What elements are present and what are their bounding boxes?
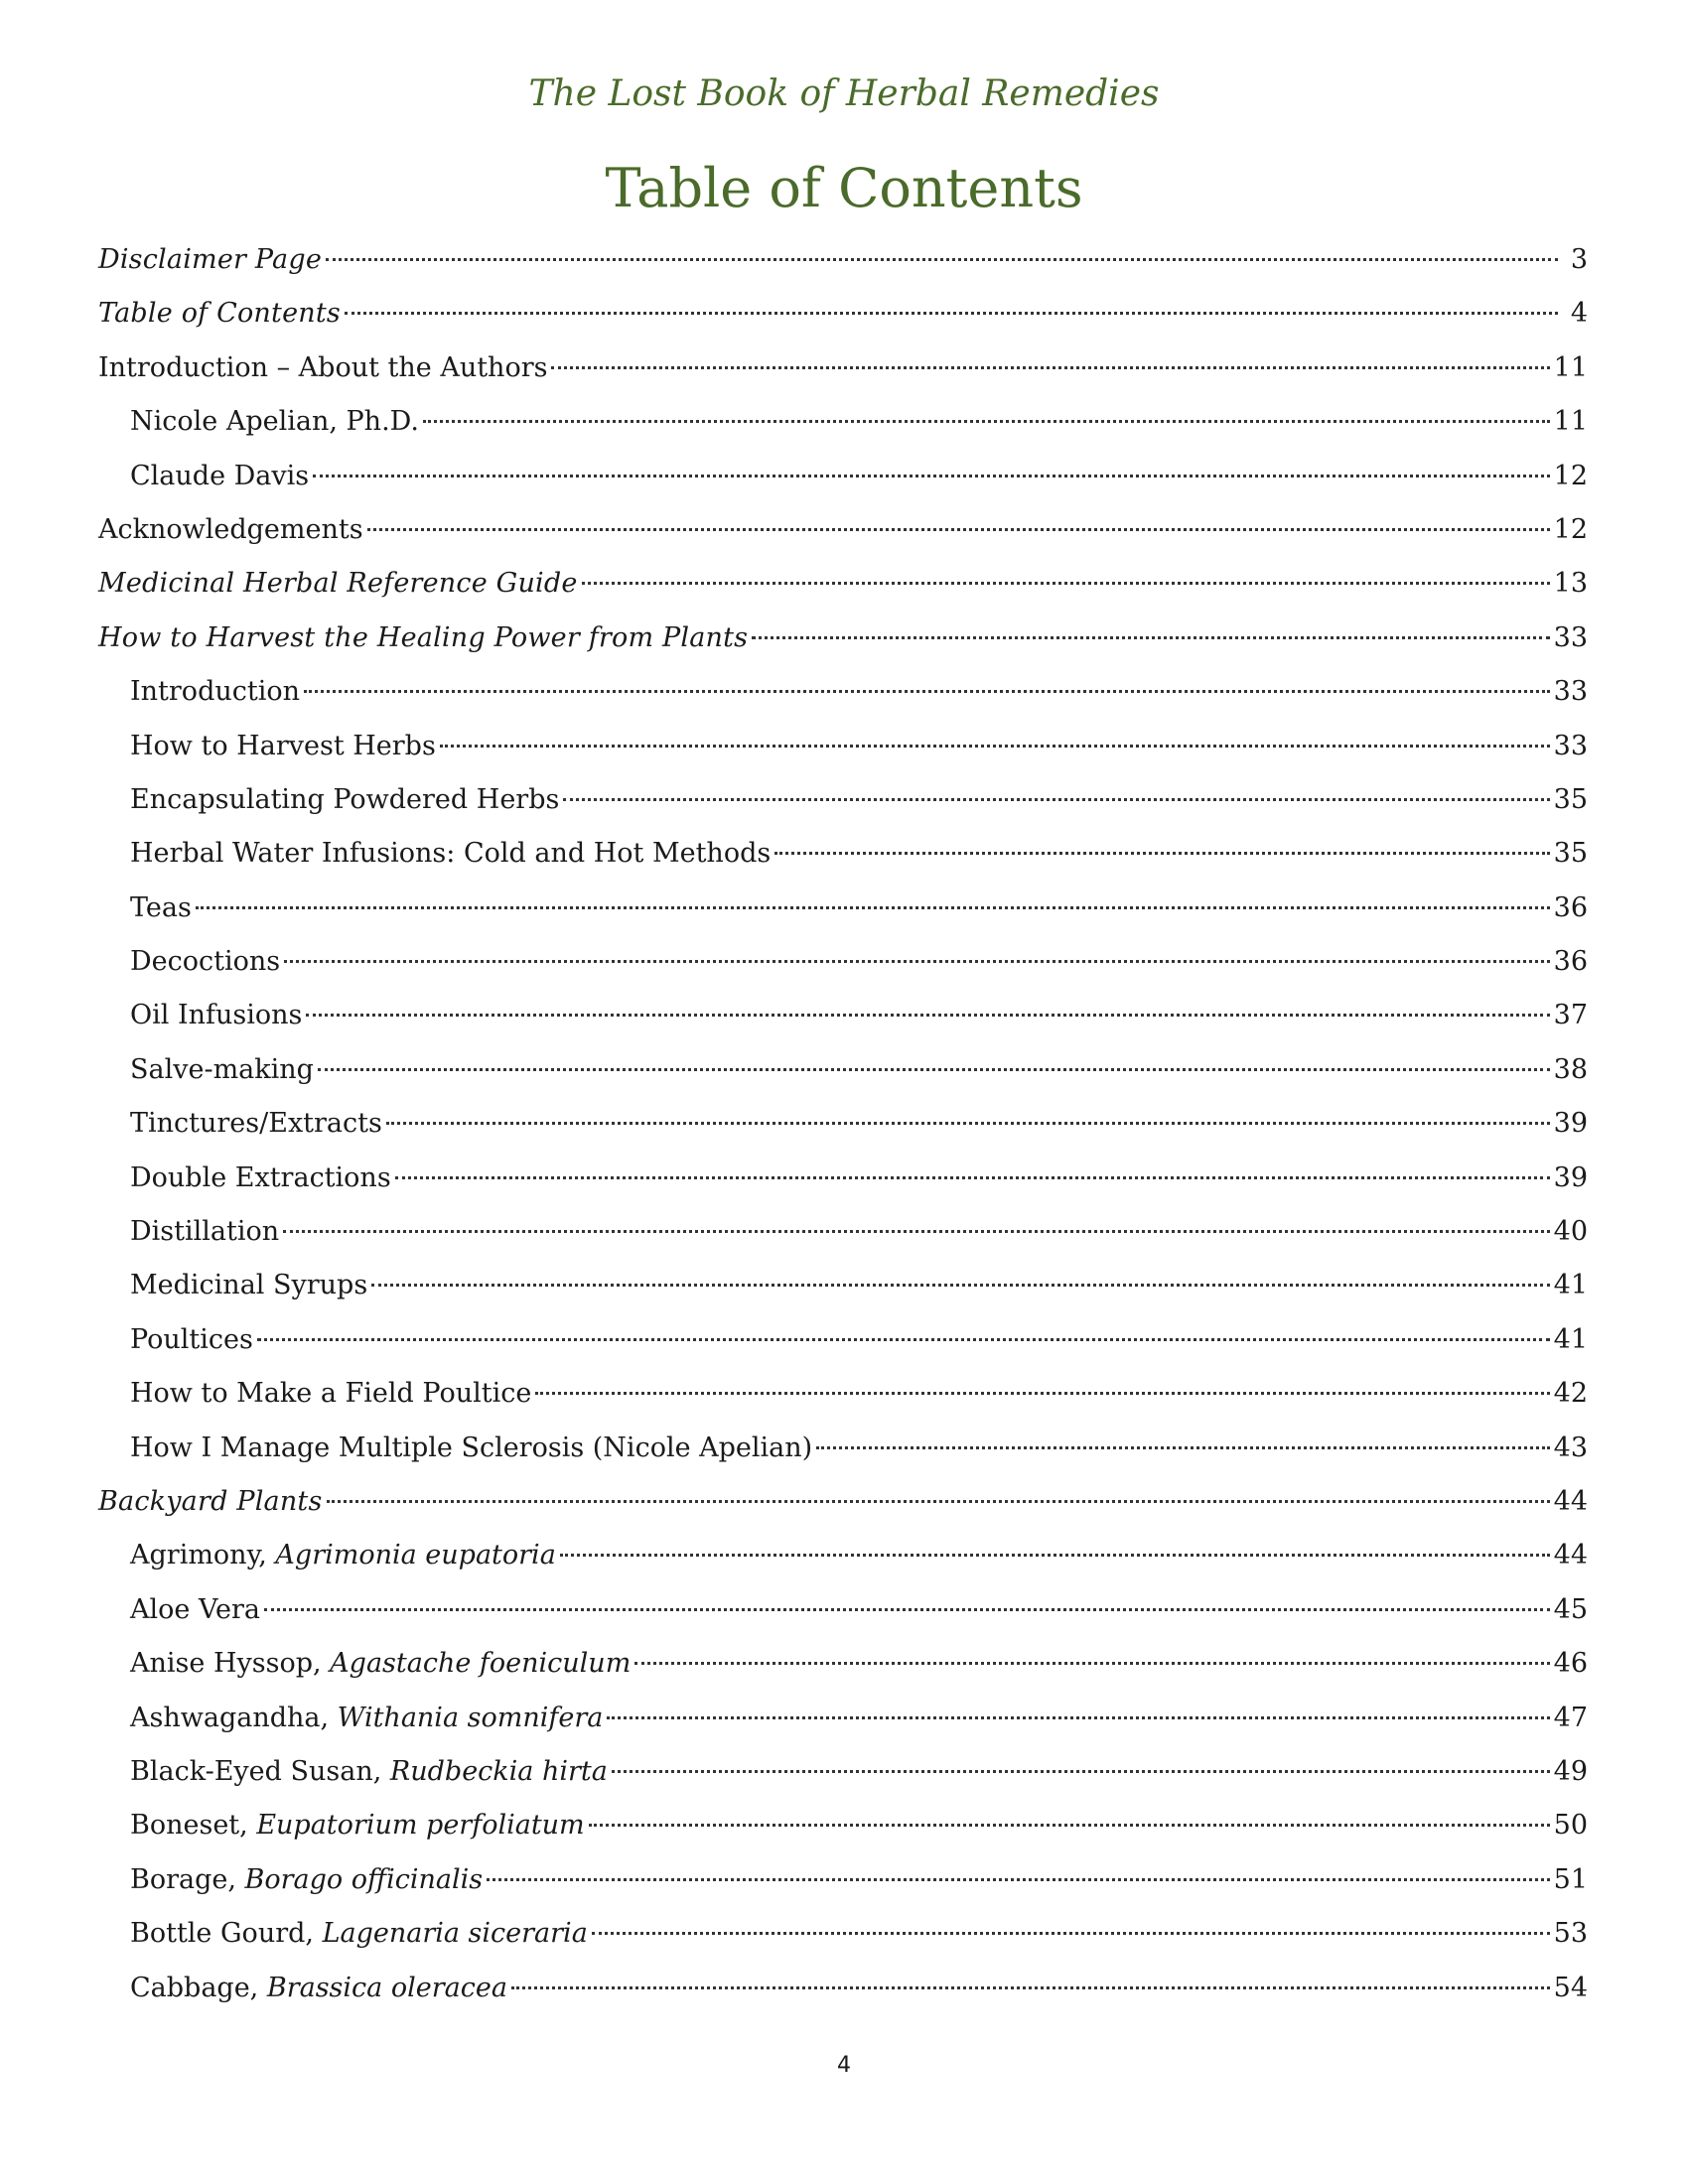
dot-leader: [563, 798, 1549, 801]
dot-leader: [774, 852, 1549, 855]
dot-leader: [551, 366, 1549, 369]
toc-entry-page: 4: [1570, 298, 1588, 330]
toc-entry-title: Boneset,: [130, 1810, 257, 1842]
toc-entry-title: Ashwagandha,: [130, 1702, 338, 1733]
toc-entry-page: 37: [1553, 1000, 1588, 1031]
toc-entry-label: [130, 1529, 556, 1582]
toc-entry-scientific-name: Eupatorium perfoliatum: [256, 1810, 585, 1842]
toc-entry-label: [130, 773, 559, 827]
toc-entry-label: [130, 1799, 585, 1852]
toc-entry-page: 54: [1553, 1972, 1588, 2003]
toc-entry[interactable]: [98, 1313, 1588, 1367]
toc-entry-label: [130, 1097, 382, 1151]
toc-entry[interactable]: [98, 1043, 1588, 1097]
toc-entry-page: 3: [1570, 244, 1588, 275]
dot-leader: [284, 960, 1550, 963]
toc-entry-page: 11: [1553, 406, 1588, 438]
dot-leader: [196, 906, 1550, 909]
toc-entry-scientific-name: Brassica oleracea: [266, 1972, 507, 2003]
dot-leader: [318, 1068, 1550, 1071]
dot-leader: [816, 1446, 1549, 1449]
toc-entry-title: Teas: [130, 891, 192, 923]
toc-entry[interactable]: [98, 1637, 1588, 1691]
dot-leader: [592, 1932, 1550, 1935]
toc-entry[interactable]: [98, 1475, 1588, 1529]
dot-leader: [304, 690, 1550, 693]
toc-entry-page: 46: [1553, 1648, 1588, 1680]
toc-entry-scientific-name: Agastache foeniculum: [330, 1648, 632, 1680]
toc-entry-title: Medicinal Syrups: [130, 1270, 368, 1301]
toc-entry-title: Nicole Apelian, Ph.D.: [130, 406, 419, 438]
toc-entry-label: [130, 1422, 812, 1475]
toc-entry-page: 40: [1553, 1216, 1588, 1248]
toc-entry-label: [130, 1152, 391, 1205]
toc-entry-label: [98, 612, 748, 665]
dot-leader: [345, 312, 1558, 315]
toc-entry-title: Cabbage,: [130, 1972, 267, 2003]
toc-entry-page: 45: [1553, 1593, 1588, 1625]
dot-leader: [327, 1500, 1550, 1503]
toc-entry-title: Table of Contents: [98, 298, 341, 330]
toc-entry-scientific-name: Withania somnifera: [337, 1702, 604, 1733]
toc-entry-label: [98, 233, 322, 287]
toc-entry-page: 38: [1553, 1053, 1588, 1085]
toc-entry[interactable]: [98, 1367, 1588, 1421]
toc-entry-page: 41: [1553, 1270, 1588, 1301]
toc-entry-title: Agrimony,: [130, 1540, 276, 1571]
toc-entry-scientific-name: Rudbeckia hirta: [389, 1755, 608, 1787]
toc-entry-page: 42: [1553, 1378, 1588, 1410]
toc-entry[interactable]: [98, 233, 1588, 287]
toc-entry-title: Acknowledgements: [98, 513, 363, 545]
toc-entry-label: [130, 1367, 531, 1421]
toc-entry-page: 35: [1553, 838, 1588, 870]
toc-entry-label: [130, 1907, 588, 1961]
toc-entry-page: 12: [1553, 513, 1588, 545]
toc-entry-title: Medicinal Herbal Reference Guide: [98, 568, 578, 600]
toc-entry-label: [130, 450, 309, 503]
dot-leader: [582, 582, 1550, 585]
toc-entry[interactable]: [98, 612, 1588, 665]
toc-entry-title: Encapsulating Powdered Herbs: [130, 783, 560, 815]
toc-entry-title: Anise Hyssop,: [130, 1648, 331, 1680]
toc-entry-title: How to Make a Field Poultice: [130, 1378, 532, 1410]
toc-entry-page: 33: [1553, 676, 1588, 708]
toc-entry-page: 44: [1553, 1485, 1588, 1517]
toc-entry[interactable]: [98, 395, 1588, 449]
dot-leader: [423, 420, 1550, 423]
page-title: Table of Contents: [605, 157, 1083, 219]
toc-entry-page: 39: [1553, 1161, 1588, 1193]
dot-leader: [440, 745, 1550, 748]
toc-entry-page: 49: [1553, 1755, 1588, 1787]
toc-entry[interactable]: [98, 341, 1588, 395]
toc-entry[interactable]: [98, 720, 1588, 773]
toc-entry-label: [130, 1583, 260, 1637]
toc-entry[interactable]: [98, 503, 1588, 557]
toc-entry-title: Decoctions: [130, 946, 281, 978]
dot-leader: [313, 475, 1550, 478]
dot-leader: [306, 1014, 1549, 1017]
dot-leader: [752, 636, 1549, 639]
dot-leader: [560, 1554, 1550, 1557]
toc-entry-page: 51: [1553, 1863, 1588, 1895]
toc-entry-label: [130, 989, 302, 1042]
dot-leader: [371, 1284, 1549, 1287]
toc-entry-label: [130, 1637, 631, 1691]
toc-entry-title: Disclaimer Page: [98, 244, 323, 275]
toc-entry-title: Borage,: [130, 1863, 245, 1895]
toc-entry[interactable]: [98, 935, 1588, 989]
toc-entry[interactable]: [98, 827, 1588, 881]
toc-entry-label: [130, 1313, 253, 1367]
running-header: The Lost Book of Herbal Remedies: [528, 73, 1160, 114]
toc-entry-label: [130, 1692, 603, 1745]
toc-entry-title: Bottle Gourd,: [130, 1918, 323, 1950]
toc-entry-label: [130, 882, 192, 935]
dot-leader: [367, 528, 1550, 531]
toc-entry[interactable]: [98, 1692, 1588, 1745]
toc-entry-label: [130, 1962, 507, 2015]
toc-entry-label: [130, 665, 300, 719]
toc-entry[interactable]: [98, 773, 1588, 827]
toc-entry-page: 33: [1553, 621, 1588, 653]
toc-entry-label: [130, 1259, 367, 1312]
toc-entry[interactable]: [98, 1259, 1588, 1312]
toc-entry[interactable]: [98, 1853, 1588, 1907]
toc-entry[interactable]: [98, 989, 1588, 1042]
toc-entry[interactable]: [98, 1205, 1588, 1259]
dot-leader: [395, 1176, 1550, 1179]
toc-entry-title: Backyard Plants: [98, 1485, 323, 1517]
toc-entry-label: [130, 1853, 483, 1907]
toc-entry-title: Oil Infusions: [130, 1000, 303, 1031]
toc-entry-scientific-name: Agrimonia eupatoria: [275, 1540, 556, 1571]
toc-entry-title: How I Manage Multiple Sclerosis (Nicole Apelian): [130, 1432, 813, 1463]
dot-leader: [511, 1986, 1550, 1989]
toc-entry-label: [98, 287, 341, 341]
toc-entry-scientific-name: Borago officinalis: [244, 1863, 484, 1895]
toc-entry-label: [130, 827, 771, 881]
toc-entry-label: [98, 1475, 323, 1529]
toc-entry-title: Tinctures/Extracts: [130, 1108, 382, 1140]
toc-entry-title: Salve-making: [130, 1053, 314, 1085]
toc-entry-title: Black-Eyed Susan,: [130, 1755, 390, 1787]
toc-entry-title: Introduction: [130, 676, 300, 708]
toc-entry-page: 44: [1553, 1540, 1588, 1571]
toc-entry-page: 36: [1553, 946, 1588, 978]
dot-leader: [264, 1608, 1550, 1611]
dot-leader: [589, 1824, 1550, 1827]
toc-entry-label: [98, 341, 547, 395]
dot-leader: [634, 1662, 1549, 1665]
toc-entry-label: [130, 1043, 314, 1097]
toc-entry-title: How to Harvest the Healing Power from Plants: [98, 621, 749, 653]
toc-entry[interactable]: [98, 1152, 1588, 1205]
toc-entry-scientific-name: Lagenaria siceraria: [322, 1918, 588, 1950]
toc-entry-title: Distillation: [130, 1216, 280, 1248]
page-number: 4: [837, 2053, 851, 2078]
toc-entry-page: 13: [1553, 568, 1588, 600]
toc-entry-page: 47: [1553, 1702, 1588, 1733]
toc-entry-label: [130, 935, 280, 989]
toc-entry[interactable]: [98, 450, 1588, 503]
toc-entry[interactable]: [98, 1962, 1588, 2015]
dot-leader: [326, 258, 1558, 261]
toc-entry[interactable]: [98, 1583, 1588, 1637]
dot-leader: [487, 1878, 1549, 1881]
table-of-contents: [98, 233, 1588, 2015]
toc-entry-page: 36: [1553, 891, 1588, 923]
dot-leader: [257, 1338, 1550, 1341]
toc-entry-title: Double Extractions: [130, 1161, 391, 1193]
toc-entry-page: 39: [1553, 1108, 1588, 1140]
toc-entry[interactable]: [98, 665, 1588, 719]
dot-leader: [283, 1230, 1550, 1233]
toc-entry-page: 43: [1553, 1432, 1588, 1463]
toc-entry-label: [130, 720, 436, 773]
toc-entry-label: [130, 395, 419, 449]
toc-entry-page: 53: [1553, 1918, 1588, 1950]
dot-leader: [612, 1770, 1550, 1773]
toc-entry-page: 41: [1553, 1323, 1588, 1355]
toc-entry[interactable]: [98, 287, 1588, 341]
toc-entry-page: 12: [1553, 460, 1588, 491]
dot-leader: [535, 1392, 1549, 1395]
toc-entry[interactable]: [98, 1097, 1588, 1151]
toc-entry-page: 33: [1553, 730, 1588, 761]
toc-entry-title: Aloe Vera: [130, 1593, 260, 1625]
toc-entry-label: [98, 557, 578, 611]
toc-entry-label: [130, 1745, 608, 1799]
dot-leader: [386, 1122, 1550, 1125]
toc-entry[interactable]: [98, 1799, 1588, 1852]
toc-entry[interactable]: [98, 1422, 1588, 1475]
toc-entry[interactable]: [98, 882, 1588, 935]
toc-entry-title: Claude Davis: [130, 460, 310, 491]
toc-entry[interactable]: [98, 1529, 1588, 1582]
toc-entry[interactable]: [98, 557, 1588, 611]
toc-entry-page: 11: [1553, 351, 1588, 383]
dot-leader: [607, 1716, 1549, 1719]
toc-entry[interactable]: [98, 1907, 1588, 1961]
toc-entry-page: 35: [1553, 783, 1588, 815]
toc-entry-title: Poultices: [130, 1323, 253, 1355]
toc-entry-title: How to Harvest Herbs: [130, 730, 436, 761]
toc-entry-title: Herbal Water Infusions: Cold and Hot Methods: [130, 838, 772, 870]
toc-entry-page: 50: [1553, 1810, 1588, 1842]
toc-entry[interactable]: [98, 1745, 1588, 1799]
toc-entry-label: [130, 1205, 279, 1259]
toc-entry-title: Introduction – About the Authors: [98, 351, 548, 383]
toc-entry-label: [98, 503, 363, 557]
